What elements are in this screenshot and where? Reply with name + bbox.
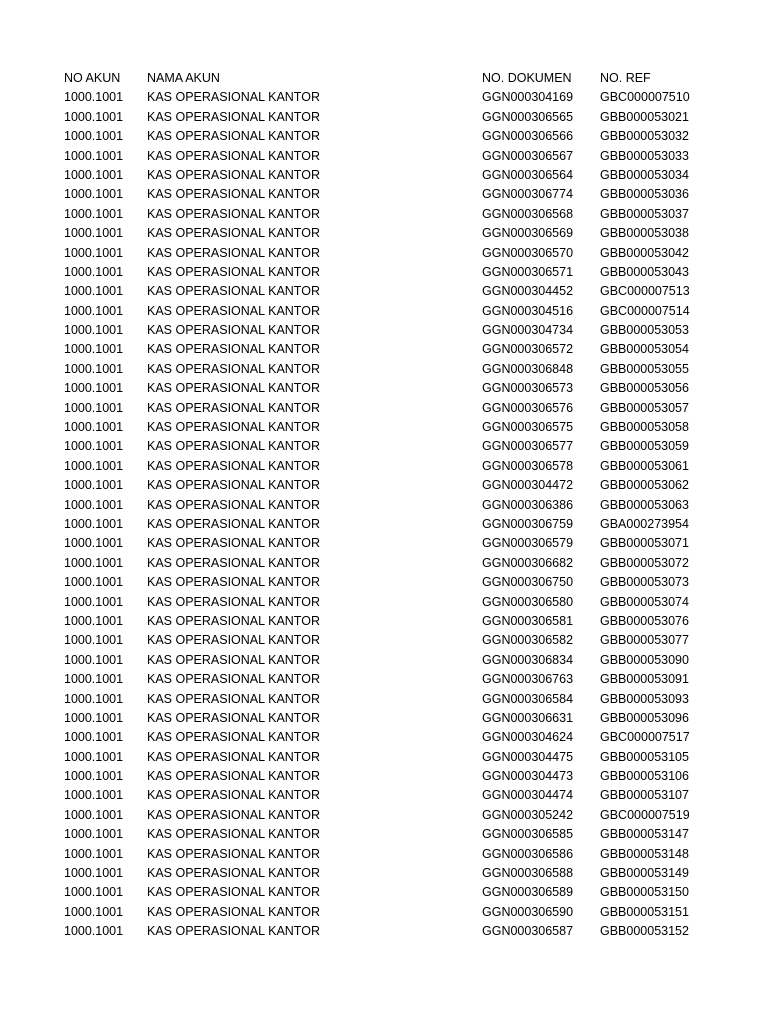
header-no-akun: NO AKUN (64, 71, 121, 85)
cell-no-akun: 1000.1001 (64, 594, 124, 609)
table-row (64, 88, 744, 107)
table-row (64, 883, 744, 902)
cell-no-dokumen: GGN000305242 (482, 807, 574, 822)
cell-no-dokumen: GGN000306586 (482, 846, 574, 861)
cell-no-akun: 1000.1001 (64, 652, 124, 667)
table-row (64, 321, 744, 340)
header-no-dokumen: NO. DOKUMEN (482, 71, 572, 85)
cell-no-dokumen: GGN000304474 (482, 788, 574, 803)
cell-no-dokumen: GGN000306585 (482, 827, 574, 842)
cell-no-akun: 1000.1001 (64, 536, 124, 551)
cell-no-dokumen: GGN000306588 (482, 866, 574, 881)
cell-nama-akun: KAS OPERASIONAL KANTOR (147, 129, 320, 144)
cell-no-ref: GBB000053150 (600, 885, 689, 900)
cell-no-ref: GBB000053053 (600, 323, 689, 338)
table-row (64, 302, 744, 321)
cell-no-dokumen: GGN000304473 (482, 769, 574, 784)
cell-nama-akun: KAS OPERASIONAL KANTOR (147, 206, 320, 221)
cell-no-ref: GBB000053038 (600, 226, 689, 241)
cell-nama-akun: KAS OPERASIONAL KANTOR (147, 478, 320, 493)
cell-no-akun: 1000.1001 (64, 148, 124, 163)
cell-no-ref: GBB000053057 (600, 400, 689, 415)
table-row (64, 205, 744, 224)
cell-no-dokumen: GGN000304516 (482, 303, 574, 318)
cell-nama-akun: KAS OPERASIONAL KANTOR (147, 633, 320, 648)
header-no-ref: NO. REF (600, 71, 651, 85)
cell-no-akun: 1000.1001 (64, 109, 124, 124)
table-row (64, 457, 744, 476)
table-row (64, 748, 744, 767)
cell-no-ref: GBB000053034 (600, 167, 689, 182)
table-row (64, 631, 744, 650)
cell-no-akun: 1000.1001 (64, 167, 124, 182)
cell-no-akun: 1000.1001 (64, 613, 124, 628)
cell-nama-akun: KAS OPERASIONAL KANTOR (147, 109, 320, 124)
table-row (64, 399, 744, 418)
table-row (64, 282, 744, 301)
cell-no-ref: GBC000007513 (600, 284, 690, 299)
cell-no-dokumen: GGN000306576 (482, 400, 574, 415)
table-row (64, 767, 744, 786)
cell-no-dokumen: GGN000306581 (482, 613, 574, 628)
table-row (64, 515, 744, 534)
cell-no-akun: 1000.1001 (64, 187, 124, 202)
cell-no-ref: GBC000007517 (600, 730, 690, 745)
table-row (64, 496, 744, 515)
cell-no-dokumen: GGN000304169 (482, 90, 574, 105)
table-row (64, 418, 744, 437)
cell-nama-akun: KAS OPERASIONAL KANTOR (147, 672, 320, 687)
cell-no-dokumen: GGN000306577 (482, 439, 574, 454)
cell-no-dokumen: GGN000306578 (482, 458, 574, 473)
cell-no-dokumen: GGN000306590 (482, 904, 574, 919)
ledger-table (64, 69, 744, 942)
cell-no-akun: 1000.1001 (64, 575, 124, 590)
cell-no-ref: GBB000053151 (600, 904, 689, 919)
cell-nama-akun: KAS OPERASIONAL KANTOR (147, 381, 320, 396)
cell-no-dokumen: GGN000306587 (482, 924, 574, 939)
cell-no-ref: GBB000053074 (600, 594, 689, 609)
cell-no-ref: GBB000053152 (600, 924, 689, 939)
cell-no-akun: 1000.1001 (64, 846, 124, 861)
cell-nama-akun: KAS OPERASIONAL KANTOR (147, 710, 320, 725)
cell-no-dokumen: GGN000304472 (482, 478, 574, 493)
cell-no-akun: 1000.1001 (64, 458, 124, 473)
cell-nama-akun: KAS OPERASIONAL KANTOR (147, 749, 320, 764)
cell-nama-akun: KAS OPERASIONAL KANTOR (147, 497, 320, 512)
cell-nama-akun: KAS OPERASIONAL KANTOR (147, 303, 320, 318)
table-row (64, 379, 744, 398)
cell-no-ref: GBB000053043 (600, 264, 689, 279)
cell-no-ref: GBB000053105 (600, 749, 689, 764)
table-row (64, 728, 744, 747)
table-header-row (64, 69, 744, 88)
cell-nama-akun: KAS OPERASIONAL KANTOR (147, 866, 320, 881)
cell-no-dokumen: GGN000306580 (482, 594, 574, 609)
cell-no-ref: GBC000007510 (600, 90, 690, 105)
cell-nama-akun: KAS OPERASIONAL KANTOR (147, 924, 320, 939)
table-row (64, 612, 744, 631)
table-row (64, 651, 744, 670)
cell-no-akun: 1000.1001 (64, 90, 124, 105)
cell-no-akun: 1000.1001 (64, 206, 124, 221)
cell-nama-akun: KAS OPERASIONAL KANTOR (147, 846, 320, 861)
table-row (64, 244, 744, 263)
cell-no-ref: GBB000053042 (600, 245, 689, 260)
cell-no-ref: GBB000053055 (600, 361, 689, 376)
table-row (64, 903, 744, 922)
cell-nama-akun: KAS OPERASIONAL KANTOR (147, 90, 320, 105)
cell-no-akun: 1000.1001 (64, 284, 124, 299)
cell-nama-akun: KAS OPERASIONAL KANTOR (147, 904, 320, 919)
cell-no-dokumen: GGN000306589 (482, 885, 574, 900)
cell-nama-akun: KAS OPERASIONAL KANTOR (147, 575, 320, 590)
cell-no-akun: 1000.1001 (64, 342, 124, 357)
cell-no-akun: 1000.1001 (64, 691, 124, 706)
cell-nama-akun: KAS OPERASIONAL KANTOR (147, 420, 320, 435)
cell-nama-akun: KAS OPERASIONAL KANTOR (147, 885, 320, 900)
cell-no-dokumen: GGN000306848 (482, 361, 574, 376)
table-row (64, 360, 744, 379)
cell-nama-akun: KAS OPERASIONAL KANTOR (147, 807, 320, 822)
cell-no-akun: 1000.1001 (64, 555, 124, 570)
table-row (64, 825, 744, 844)
cell-no-ref: GBB000053149 (600, 866, 689, 881)
cell-no-dokumen: GGN000306571 (482, 264, 574, 279)
cell-no-dokumen: GGN000306575 (482, 420, 574, 435)
cell-no-dokumen: GGN000306763 (482, 672, 574, 687)
cell-no-akun: 1000.1001 (64, 904, 124, 919)
table-row (64, 864, 744, 883)
cell-no-dokumen: GGN000306631 (482, 710, 574, 725)
cell-no-dokumen: GGN000306565 (482, 109, 574, 124)
cell-no-dokumen: GGN000306564 (482, 167, 574, 182)
table-row (64, 476, 744, 495)
cell-no-dokumen: GGN000306569 (482, 226, 574, 241)
cell-nama-akun: KAS OPERASIONAL KANTOR (147, 148, 320, 163)
cell-no-ref: GBA000273954 (600, 516, 689, 531)
cell-nama-akun: KAS OPERASIONAL KANTOR (147, 400, 320, 415)
cell-nama-akun: KAS OPERASIONAL KANTOR (147, 555, 320, 570)
table-row (64, 127, 744, 146)
table-row (64, 709, 744, 728)
cell-no-akun: 1000.1001 (64, 264, 124, 279)
cell-nama-akun: KAS OPERASIONAL KANTOR (147, 536, 320, 551)
cell-no-akun: 1000.1001 (64, 827, 124, 842)
table-row (64, 922, 744, 941)
table-row (64, 690, 744, 709)
table-row (64, 670, 744, 689)
cell-no-akun: 1000.1001 (64, 361, 124, 376)
cell-nama-akun: KAS OPERASIONAL KANTOR (147, 788, 320, 803)
cell-no-dokumen: GGN000304624 (482, 730, 574, 745)
cell-no-akun: 1000.1001 (64, 381, 124, 396)
cell-no-ref: GBB000053033 (600, 148, 689, 163)
cell-no-dokumen: GGN000306386 (482, 497, 574, 512)
cell-nama-akun: KAS OPERASIONAL KANTOR (147, 284, 320, 299)
cell-no-dokumen: GGN000304734 (482, 323, 574, 338)
cell-no-ref: GBB000053077 (600, 633, 689, 648)
cell-no-dokumen: GGN000306570 (482, 245, 574, 260)
cell-no-dokumen: GGN000306568 (482, 206, 574, 221)
cell-no-ref: GBB000053021 (600, 109, 689, 124)
cell-no-akun: 1000.1001 (64, 226, 124, 241)
cell-no-akun: 1000.1001 (64, 769, 124, 784)
cell-no-dokumen: GGN000306572 (482, 342, 574, 357)
table-row (64, 224, 744, 243)
cell-nama-akun: KAS OPERASIONAL KANTOR (147, 516, 320, 531)
cell-nama-akun: KAS OPERASIONAL KANTOR (147, 361, 320, 376)
cell-no-akun: 1000.1001 (64, 420, 124, 435)
cell-no-akun: 1000.1001 (64, 866, 124, 881)
cell-no-ref: GBB000053090 (600, 652, 689, 667)
cell-no-akun: 1000.1001 (64, 730, 124, 745)
cell-no-akun: 1000.1001 (64, 439, 124, 454)
table-row (64, 185, 744, 204)
cell-nama-akun: KAS OPERASIONAL KANTOR (147, 167, 320, 182)
table-row (64, 573, 744, 592)
cell-nama-akun: KAS OPERASIONAL KANTOR (147, 827, 320, 842)
table-row (64, 593, 744, 612)
cell-no-ref: GBB000053071 (600, 536, 689, 551)
cell-no-dokumen: GGN000306584 (482, 691, 574, 706)
cell-no-ref: GBB000053062 (600, 478, 689, 493)
cell-no-ref: GBB000053032 (600, 129, 689, 144)
cell-no-dokumen: GGN000306566 (482, 129, 574, 144)
cell-no-akun: 1000.1001 (64, 749, 124, 764)
cell-nama-akun: KAS OPERASIONAL KANTOR (147, 323, 320, 338)
cell-no-ref: GBB000053054 (600, 342, 689, 357)
cell-no-dokumen: GGN000306582 (482, 633, 574, 648)
cell-no-akun: 1000.1001 (64, 710, 124, 725)
cell-no-akun: 1000.1001 (64, 400, 124, 415)
cell-no-dokumen: GGN000306567 (482, 148, 574, 163)
cell-no-akun: 1000.1001 (64, 924, 124, 939)
cell-nama-akun: KAS OPERASIONAL KANTOR (147, 187, 320, 202)
cell-no-dokumen: GGN000304475 (482, 749, 574, 764)
cell-nama-akun: KAS OPERASIONAL KANTOR (147, 439, 320, 454)
cell-no-ref: GBB000053058 (600, 420, 689, 435)
cell-no-akun: 1000.1001 (64, 516, 124, 531)
cell-no-ref: GBB000053061 (600, 458, 689, 473)
table-row (64, 147, 744, 166)
cell-no-ref: GBB000053106 (600, 769, 689, 784)
cell-no-ref: GBB000053036 (600, 187, 689, 202)
cell-no-akun: 1000.1001 (64, 885, 124, 900)
cell-no-ref: GBB000053147 (600, 827, 689, 842)
cell-no-dokumen: GGN000306579 (482, 536, 574, 551)
cell-no-ref: GBB000053091 (600, 672, 689, 687)
table-row (64, 845, 744, 864)
table-row (64, 263, 744, 282)
table-row (64, 340, 744, 359)
cell-nama-akun: KAS OPERASIONAL KANTOR (147, 342, 320, 357)
cell-nama-akun: KAS OPERASIONAL KANTOR (147, 264, 320, 279)
cell-no-ref: GBB000053093 (600, 691, 689, 706)
table-row (64, 108, 744, 127)
cell-no-ref: GBB000053059 (600, 439, 689, 454)
cell-nama-akun: KAS OPERASIONAL KANTOR (147, 245, 320, 260)
cell-nama-akun: KAS OPERASIONAL KANTOR (147, 458, 320, 473)
cell-nama-akun: KAS OPERASIONAL KANTOR (147, 226, 320, 241)
cell-no-dokumen: GGN000306774 (482, 187, 574, 202)
cell-no-akun: 1000.1001 (64, 672, 124, 687)
cell-nama-akun: KAS OPERASIONAL KANTOR (147, 594, 320, 609)
cell-no-dokumen: GGN000304452 (482, 284, 574, 299)
cell-no-ref: GBB000053148 (600, 846, 689, 861)
cell-no-akun: 1000.1001 (64, 129, 124, 144)
cell-no-dokumen: GGN000306682 (482, 555, 574, 570)
header-nama-akun: NAMA AKUN (147, 71, 220, 85)
cell-no-ref: GBB000053063 (600, 497, 689, 512)
cell-no-ref: GBC000007519 (600, 807, 690, 822)
table-body (64, 88, 744, 941)
cell-nama-akun: KAS OPERASIONAL KANTOR (147, 652, 320, 667)
cell-no-dokumen: GGN000306759 (482, 516, 574, 531)
table-row (64, 166, 744, 185)
table-row (64, 554, 744, 573)
table-row (64, 786, 744, 805)
cell-no-ref: GBB000053076 (600, 613, 689, 628)
cell-no-akun: 1000.1001 (64, 807, 124, 822)
cell-nama-akun: KAS OPERASIONAL KANTOR (147, 730, 320, 745)
cell-no-akun: 1000.1001 (64, 323, 124, 338)
cell-no-ref: GBB000053107 (600, 788, 689, 803)
cell-no-akun: 1000.1001 (64, 633, 124, 648)
cell-no-ref: GBB000053037 (600, 206, 689, 221)
cell-no-ref: GBB000053073 (600, 575, 689, 590)
cell-no-dokumen: GGN000306750 (482, 575, 574, 590)
cell-no-ref: GBB000053072 (600, 555, 689, 570)
cell-no-ref: GBC000007514 (600, 303, 690, 318)
cell-no-akun: 1000.1001 (64, 788, 124, 803)
cell-no-ref: GBB000053096 (600, 710, 689, 725)
cell-no-akun: 1000.1001 (64, 245, 124, 260)
cell-no-ref: GBB000053056 (600, 381, 689, 396)
cell-no-akun: 1000.1001 (64, 478, 124, 493)
table-row (64, 534, 744, 553)
cell-no-akun: 1000.1001 (64, 497, 124, 512)
table-row (64, 806, 744, 825)
cell-no-dokumen: GGN000306573 (482, 381, 574, 396)
cell-nama-akun: KAS OPERASIONAL KANTOR (147, 691, 320, 706)
table-row (64, 437, 744, 456)
cell-nama-akun: KAS OPERASIONAL KANTOR (147, 613, 320, 628)
cell-no-dokumen: GGN000306834 (482, 652, 574, 667)
cell-nama-akun: KAS OPERASIONAL KANTOR (147, 769, 320, 784)
cell-no-akun: 1000.1001 (64, 303, 124, 318)
